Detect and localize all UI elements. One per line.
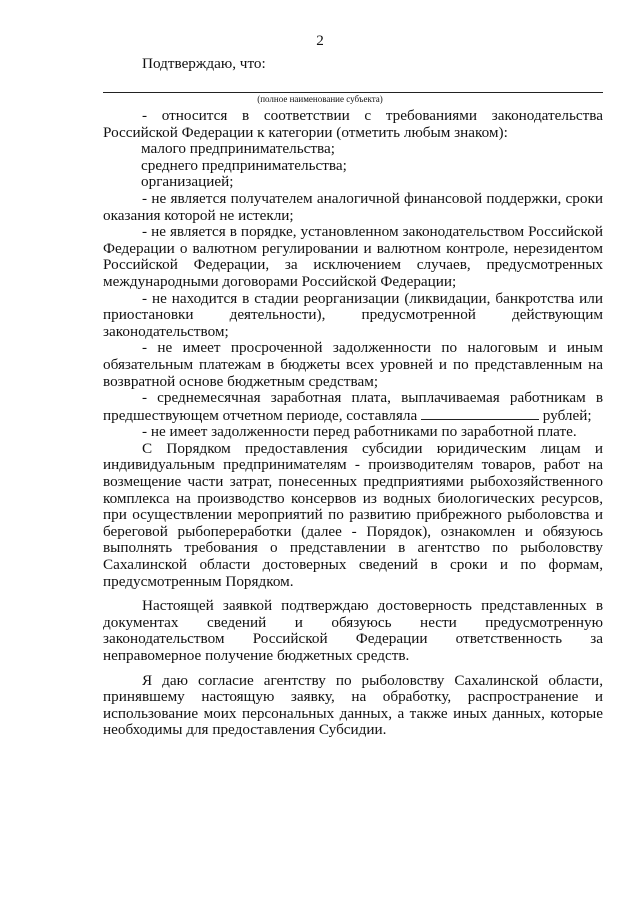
page-number: 2 xyxy=(316,32,324,49)
document-body xyxy=(103,108,603,739)
wage-debt-clause: - не имеет задолженности перед работниками по заработной плате. xyxy=(142,423,577,441)
entity-name-line xyxy=(103,92,603,93)
tax-debt-clause: - не имеет просроченной задолженности по налоговым и иным обязательным платежам в бюджеты всех уровней и по представленным на возвратной основе бюджетным средствам; xyxy=(103,339,603,390)
salary-currency: рублей; xyxy=(542,406,592,424)
category-option-medium: среднего предпринимательства; xyxy=(141,156,347,174)
category-option-small: малого предпринимательства; xyxy=(141,140,335,158)
responsibility-paragraph: Настоящей заявкой подтверждаю достоверность представленных в документах сведений и обязуюсь нести предусмотренную законодательством Российской Федерации ответственность за неправомерное получение бюджетных средств. xyxy=(103,597,603,664)
salary-clause xyxy=(103,390,603,424)
salary-amount-blank xyxy=(421,407,539,420)
resident-clause: - не является в порядке, установленном законодательством Российской Федерации о валютном регулировании и валютном контроле, нерезидентом Российской Федерации, за исключением случаев, предусмотренных международными договорами Российской Федерации; xyxy=(103,223,603,290)
support-clause: - не является получателем аналогичной финансовой поддержки, сроки оказания которой не истекли; xyxy=(103,189,603,224)
entity-name-caption: (полное наименование субъекта) xyxy=(257,94,383,104)
salary-clause-text: - среднемесячная заработная плата, выплачиваемая работникам в предшествующем отчетном периоде, составляла xyxy=(103,389,603,424)
category-clause: - относится в соответствии с требованиями законодательства Российской Федерации к категории (отметить любым знаком): xyxy=(103,107,603,141)
reorganization-clause: - не находится в стадии реорганизации (ликвидации, банкротства или приостановки деятельности), предусмотренной действующим законодательством; xyxy=(103,289,603,340)
category-option-organization: организацией; xyxy=(141,173,234,191)
procedure-paragraph: С Порядком предоставления субсидии юридическим лицам и индивидуальным предпринимателям - производителям товаров, работ на возмещение части затрат, понесенных предприятиями рыбохозяйственного комплекса на производство консервов из водных биологических ресурсов, при осуществлении мероприятий по развитию прибрежного рыболовства и береговой рыбопереработки (далее - Порядок), ознакомлен и обязуюсь выполнять требования о представлении в агентство по рыболовству Сахалинской области достоверных сведений в сроки и по формам, предусмотренным Порядком. xyxy=(103,439,603,590)
confirm-label: Подтверждаю, что: xyxy=(142,55,266,72)
consent-paragraph: Я даю согласие агентству по рыболовству Сахалинской области, принявшему настоящую заявку, на обработку, распространение и использование моих персональных данных, а также иных данных, которые необходимы для предоставления Субсидии. xyxy=(103,671,603,739)
